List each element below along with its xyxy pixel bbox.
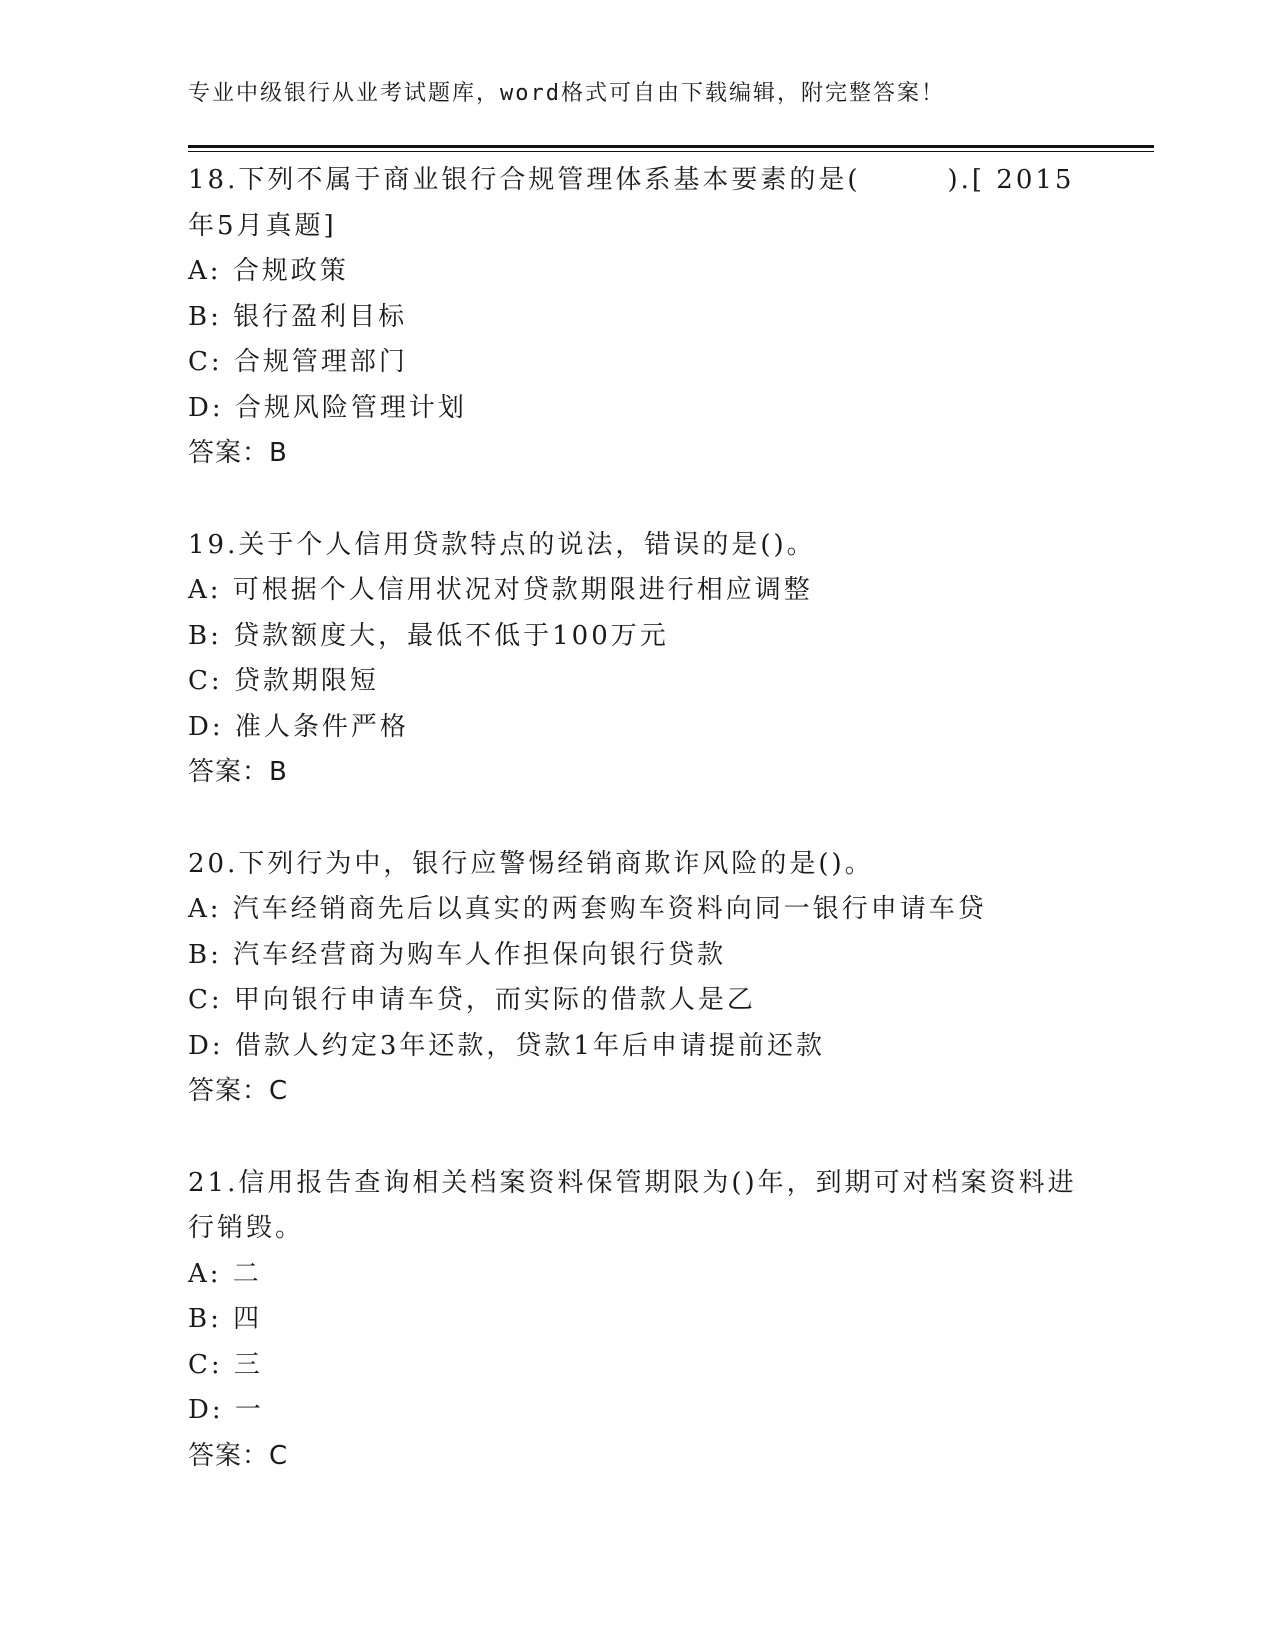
question-20	[188, 842, 1088, 1115]
option-d: D: 准人条件严格	[188, 711, 409, 742]
answer-label: 答案：C	[188, 1076, 289, 1106]
question-stem: 20.下列行为中，银行应警惕经销商欺诈风险的是()。	[188, 848, 874, 879]
answer-label: 答案：C	[188, 1440, 289, 1471]
option-d: D: 借款人约定3年还款，贷款1年后申请提前还款	[188, 1030, 825, 1061]
answer-label: 答案：B	[188, 438, 288, 468]
header-divider-thin	[188, 151, 1154, 152]
option-b: B: 银行盈利目标	[188, 301, 408, 332]
question-18	[188, 158, 1088, 477]
question-21	[188, 1161, 1088, 1480]
option-c: C: 贷款期限短	[188, 666, 379, 696]
question-stem: 18.下列不属于商业银行合规管理体系基本要素的是( ).[ 2015	[188, 165, 1075, 195]
option-a: A: 汽车经销商先后以真实的两套购车资料向同一银行申请车贷	[188, 894, 987, 924]
answer-label: 答案：B	[188, 757, 288, 787]
question-stem: 21.信用报告查询相关档案资料保管期限为()年，到期可对档案资料进	[188, 1167, 1077, 1198]
header-divider-thick	[188, 145, 1154, 148]
option-a: A: 二	[188, 1258, 262, 1289]
option-b: B: 贷款额度大，最低不低于100万元	[188, 620, 669, 651]
option-d: D: 一	[188, 1395, 264, 1425]
option-b: B: 四	[188, 1304, 263, 1334]
option-b: B: 汽车经营商为购车人作担保向银行贷款	[188, 939, 727, 970]
option-c: C: 合规管理部门	[188, 347, 408, 377]
option-c: C: 三	[188, 1349, 263, 1380]
question-stem: 年5月真题]	[188, 210, 337, 241]
option-a: A: 可根据个人信用状况对贷款期限进行相应调整	[188, 575, 813, 605]
question-list	[188, 158, 1088, 1525]
option-c: C: 甲向银行申请车贷，而实际的借款人是乙	[188, 985, 756, 1015]
option-d: D: 合规风险管理计划	[188, 392, 467, 423]
option-a: A: 合规政策	[188, 256, 349, 286]
page-header: 专业中级银行从业考试题库，word格式可自由下载编辑，附完整答案！	[188, 81, 945, 106]
question-stem: 19.关于个人信用贷款特点的说法，错误的是()。	[188, 529, 816, 560]
question-stem: 行销毁。	[188, 1213, 305, 1243]
question-19	[188, 523, 1088, 796]
